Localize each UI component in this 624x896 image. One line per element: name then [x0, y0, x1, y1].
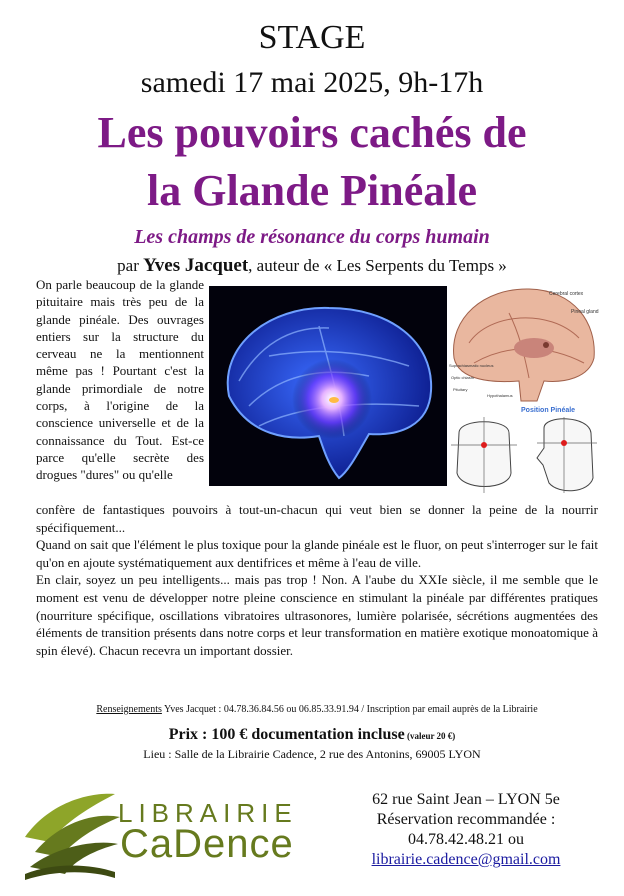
label-optic-chiasm: Optic chiasm [451, 375, 475, 380]
label-pituitary: Pituitary [453, 387, 468, 392]
price-note: (valeur 20 €) [404, 731, 456, 741]
contact-info [36, 703, 598, 717]
brain-image [209, 286, 447, 486]
paragraph-3: En clair, soyez un peu intelligents... mais pas trop ! Non. A l'aube du XXIe siècle, il me semble que le moment est venu de développer notre pleine conscience en stimulant la pinéale par différentes pratiques (nourriture spécifique, oscillations vibratoires ultrasonores, lumière polarisée, sécrétions augmentées des éléments de transition présents dans notre corps et leur transformation en matière exotique monoatomique à spin élevé). Chacun recevra un important dossier. [36, 572, 598, 658]
contact-text: Yves Jacquet : 04.78.36.84.56 ou 06.85.33.91.94 / Inscription par email auprès de la Librairie [161, 704, 538, 715]
faces-label: Position Pinéale [521, 407, 576, 414]
paragraph-1: confère de fantastiques pouvoirs à tout-un-chacun qui veut bien se donner la peine de la nourrir spécifiquement... [36, 502, 598, 535]
event-date: samedi 17 mai 2025, 9h-17h [140, 66, 484, 99]
price [0, 724, 624, 747]
email-link[interactable]: librairie.cadence@gmail.com [371, 851, 561, 868]
byline-prefix: par [117, 256, 144, 275]
venue: Lieu : Salle de la Librairie Cadence, 2 rue des Antonins, 69005 LYON [143, 747, 481, 761]
byline-suffix: , auteur de « Les Serpents du Temps » [248, 256, 507, 275]
byline [0, 254, 624, 278]
intro-column [36, 276, 204, 484]
logo-word-librairie: LIBRAIRIE [118, 798, 298, 828]
address-line-2: Réservation recommandée : [376, 811, 556, 828]
pineal-position-faces [449, 403, 599, 500]
price-main: Prix : 100 € documentation incluse [168, 726, 405, 743]
author-name: Yves Jacquet [143, 255, 249, 276]
paragraph-2: Quand on sait que l'élément le plus toxique pour la glande pinéale est le fluor, on peut s'interroger sur le fait qu'on en ajoute systématiquement aux dentifrices et même à l'eau de ville. [36, 537, 598, 570]
label-cerebral-cortex: Cerebral cortex [549, 291, 584, 297]
label-pineal-gland: Pineal gland [571, 309, 599, 315]
contact-label: Renseignements [96, 704, 162, 715]
address-line-1: 62 rue Saint Jean – LYON 5e [372, 791, 560, 808]
address-line-3: 04.78.42.48.21 ou [408, 831, 524, 848]
brain-anatomy-diagram [449, 283, 599, 403]
page-title [0, 104, 624, 220]
stage-heading: STAGE [258, 19, 366, 56]
intro-text: On parle beaucoup de la glande pituitaire mais très peu de la glande pinéale. Des ouvrages entiers sur la structure du cerveau ne la mentionnent même pas ! Pourtant c'est la glande primordiale de notre corps, à l'origine de la conscience universelle et de la connaissance du Tout. Est-ce parce qu'elle secrète des drogues "dures" ou qu'elle [36, 277, 204, 483]
subtitle: Les champs de résonance du corps humain [134, 226, 490, 248]
label-suprachiasmatic: Suprachiasmatic nucleus [449, 363, 494, 368]
title-line-2: la Glande Pinéale [147, 166, 477, 215]
label-hypothalamus: Hypothalamus [487, 393, 513, 398]
title-line-1: Les pouvoirs cachés de [97, 108, 527, 157]
shop-address [348, 790, 584, 870]
logo-word-cadence: CaDence [120, 822, 294, 866]
main-text [36, 501, 598, 659]
